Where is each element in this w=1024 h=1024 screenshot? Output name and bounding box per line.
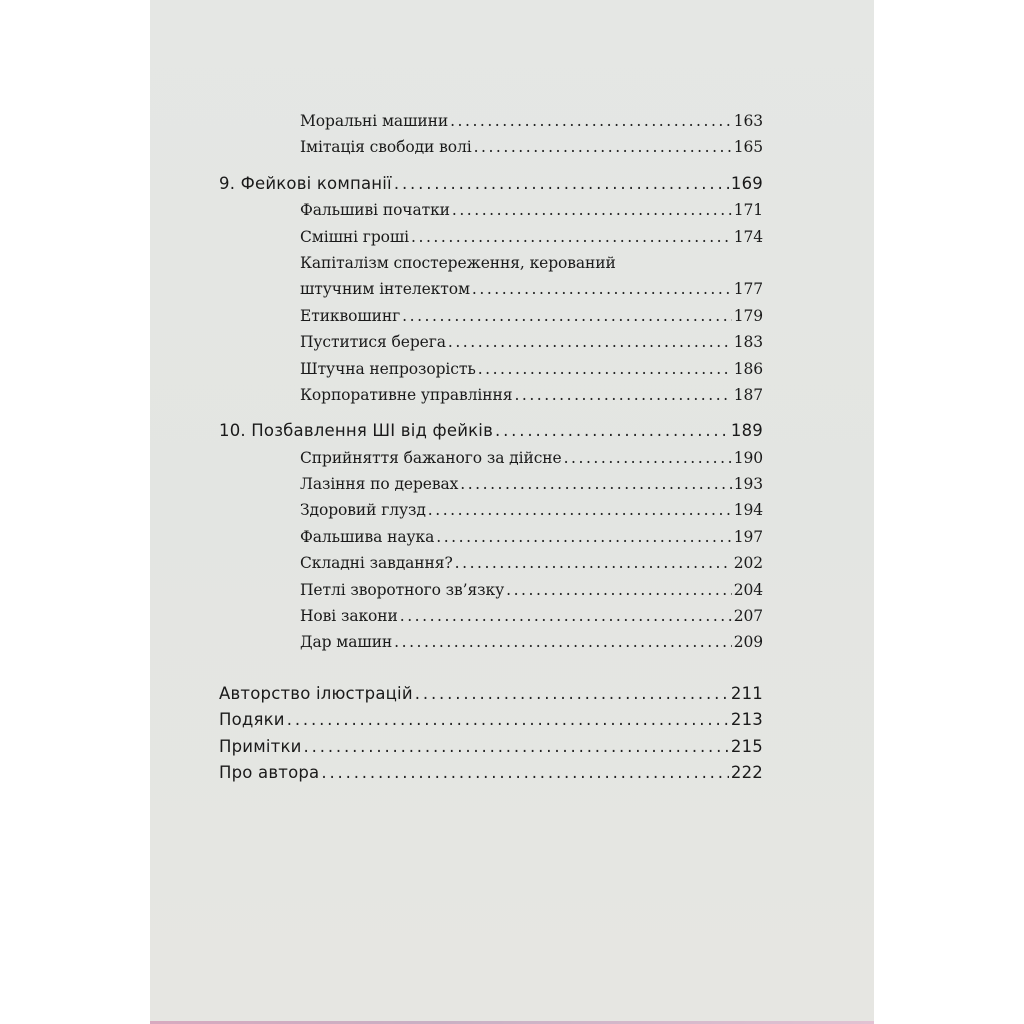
toc-entry-title: Нові закони: [300, 607, 398, 626]
toc-entry: [219, 382, 763, 408]
toc-entry: [219, 276, 763, 302]
toc-entry-title: Корпоративне управління: [300, 385, 513, 404]
toc-entry-title: Здоровий глузд: [300, 501, 426, 520]
toc-entry-title-line1: Капіталізм спостереження, керований: [300, 253, 616, 272]
toc-entry-page: 171: [733, 201, 763, 220]
toc-entry-page: 197: [733, 527, 763, 546]
toc-entry-title: Фальшива наука: [300, 527, 435, 546]
table-of-contents: [219, 108, 763, 786]
dot-leader: [411, 224, 732, 250]
dot-leader: [460, 471, 731, 497]
toc-backmatter-entry: [219, 734, 763, 760]
toc-entry-title: Моральні машини: [300, 112, 449, 130]
dot-leader: [495, 418, 729, 444]
toc-entry: [219, 497, 763, 523]
toc-entry-page: 187: [733, 385, 763, 404]
backmatter-page: 215: [730, 736, 763, 756]
toc-entry-title-line2: штучним інтелектом: [300, 280, 470, 299]
toc-entry-title: Імітація свободи волі: [300, 138, 472, 157]
backmatter-title: Авторство ілюстрацій: [219, 683, 413, 703]
toc-entry-title: Складні завдання?: [300, 554, 453, 573]
backmatter-page: 222: [730, 762, 763, 782]
dot-leader: [450, 108, 732, 134]
dot-leader: [400, 603, 732, 629]
dot-leader: [415, 681, 729, 707]
toc-entry: [219, 108, 763, 134]
toc-entry-wrapped-line: [219, 250, 763, 276]
toc-entry: [219, 550, 763, 576]
toc-entry: [219, 356, 763, 382]
dot-leader: [452, 197, 732, 223]
toc-entry-page: 209: [733, 633, 763, 652]
dot-leader: [321, 760, 729, 786]
toc-entry-page: 179: [733, 306, 763, 325]
toc-chapter-heading: [219, 171, 763, 197]
dot-leader: [304, 734, 729, 760]
chapter-title: 9. Фейкові компанії: [219, 173, 392, 193]
dot-leader: [455, 550, 732, 576]
toc-entry-page: 186: [733, 359, 763, 378]
toc-backmatter-entry: [219, 681, 763, 707]
toc-entry-page: 163: [733, 112, 763, 130]
toc-entry-title: Етиквошинг: [300, 306, 401, 325]
backmatter-page: 211: [730, 683, 763, 703]
toc-entry-page: 207: [733, 607, 763, 626]
chapter-title: 10. Позбавлення ШІ від фейків: [219, 421, 493, 441]
backmatter-page: 213: [730, 710, 763, 730]
toc-entry: [219, 524, 763, 550]
toc-entry: [219, 471, 763, 497]
toc-entry-title: Фальшиві початки: [300, 201, 450, 220]
toc-entry-title: Лазіння по деревах: [300, 475, 459, 494]
dot-leader: [506, 577, 732, 603]
toc-entry: [219, 603, 763, 629]
dot-leader: [428, 497, 732, 523]
backmatter-title: Примітки: [219, 736, 302, 756]
dot-leader: [394, 171, 729, 197]
backmatter-title: Про автора: [219, 762, 320, 782]
toc-entry-title: Сприйняття бажаного за дійсне: [300, 448, 562, 467]
toc-entry-page: 177: [733, 280, 763, 299]
toc-entry-page: 194: [733, 501, 763, 520]
toc-entry: [219, 577, 763, 603]
toc-entry-page: 204: [733, 580, 763, 599]
toc-entry-page: 202: [733, 554, 763, 573]
dot-leader: [436, 524, 731, 550]
dot-leader: [514, 382, 731, 408]
dot-leader: [402, 303, 732, 329]
toc-entry-title: Штучна непрозорість: [300, 359, 476, 378]
dot-leader: [472, 276, 732, 302]
toc-entry-title: Дар машин: [300, 633, 393, 652]
toc-entry-page: 165: [733, 138, 763, 157]
dot-leader: [564, 445, 732, 471]
backmatter-title: Подяки: [219, 710, 285, 730]
toc-entry: [219, 445, 763, 471]
toc-entry: [219, 224, 763, 250]
toc-backmatter-entry: [219, 760, 763, 786]
toc-entry: [219, 134, 763, 160]
toc-entry-page: 190: [733, 448, 763, 467]
chapter-page: 169: [730, 173, 763, 193]
toc-entry: [219, 329, 763, 355]
dot-leader: [448, 329, 732, 355]
dot-leader: [478, 356, 732, 382]
toc-entry-title: Пуститися берега: [300, 333, 446, 352]
toc-entry-title: Петлі зворотного зв’язку: [300, 580, 505, 599]
toc-entry: [219, 629, 763, 655]
toc-entry-title: Смішні гроші: [300, 227, 410, 246]
toc-entry: [219, 303, 763, 329]
chapter-page: 189: [730, 421, 763, 441]
toc-entry-page: 193: [733, 475, 763, 494]
toc-backmatter-entry: [219, 707, 763, 733]
toc-entry-page: 183: [733, 333, 763, 352]
toc-entry: [219, 197, 763, 223]
dot-leader: [287, 707, 729, 733]
toc-entry-page: 174: [733, 227, 763, 246]
toc-chapter-heading: [219, 418, 763, 444]
dot-leader: [474, 134, 732, 160]
dot-leader: [394, 629, 732, 655]
